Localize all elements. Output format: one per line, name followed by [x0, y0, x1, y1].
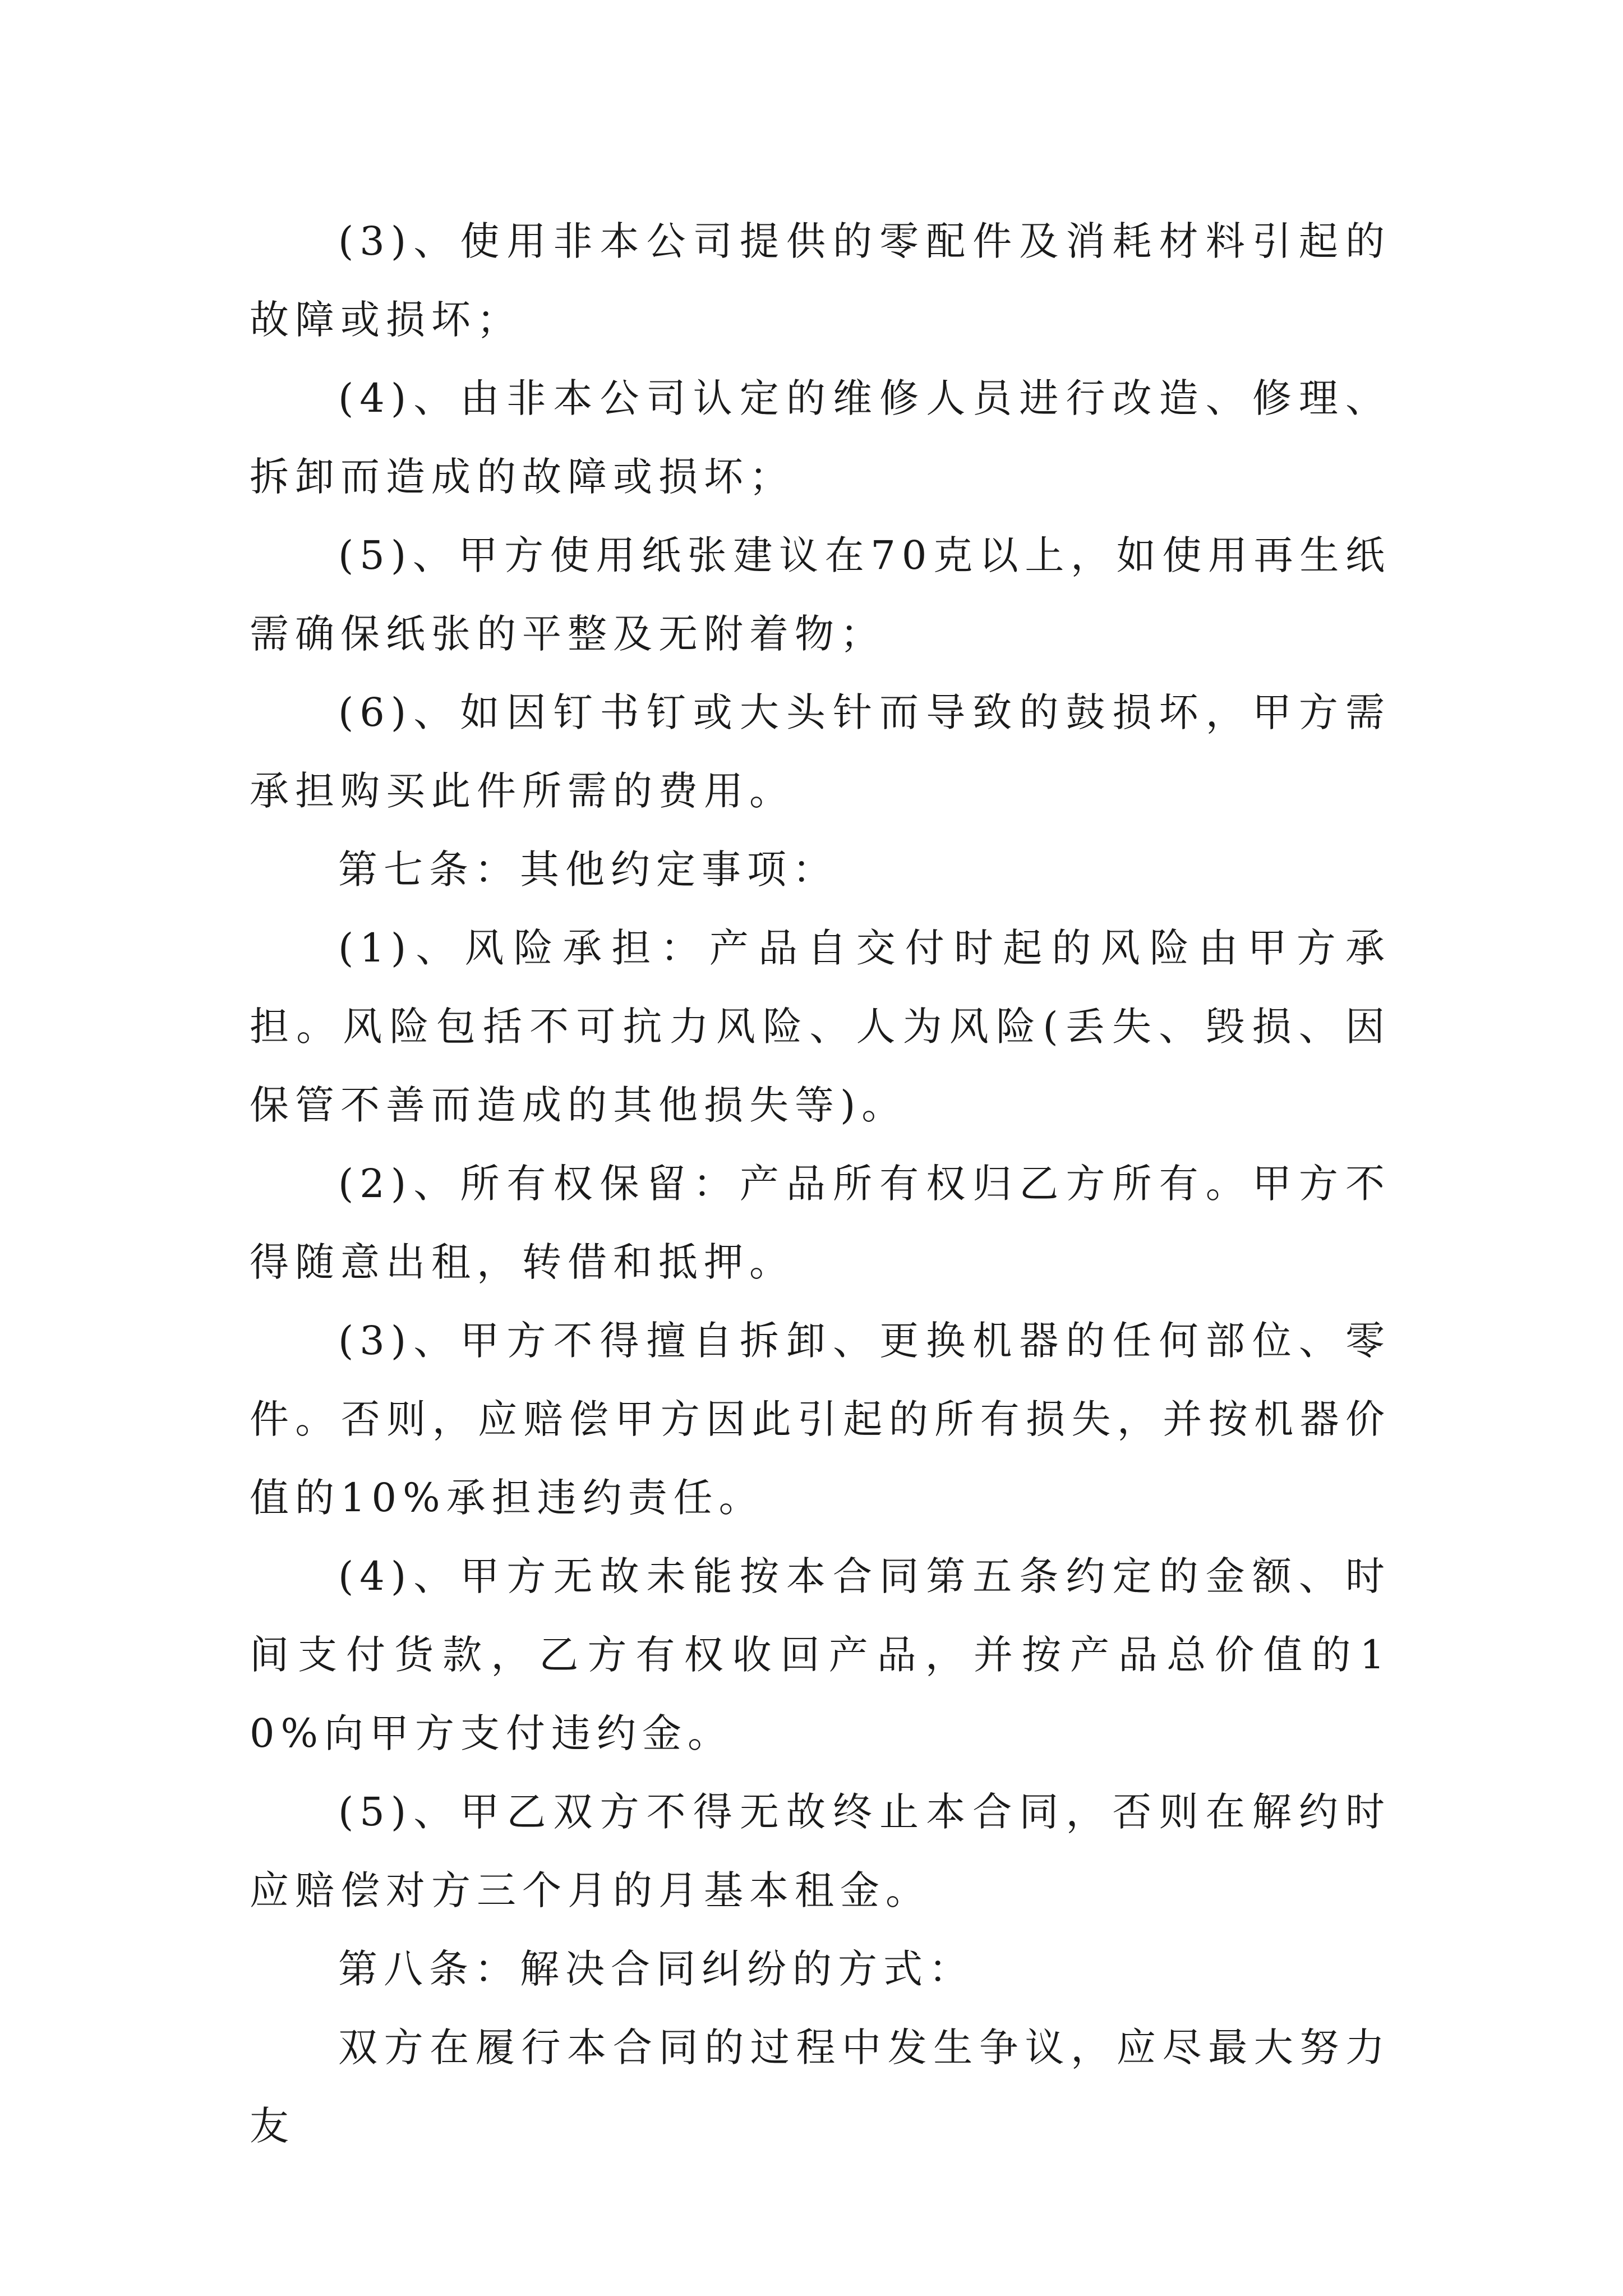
clause-7-item-4: (4)、甲方无故未能按本合同第五条约定的金额、时间支付货款，乙方有权收回产品，并按产品总价值的10%向甲方支付违约金。 [250, 1553, 1391, 1756]
clause-6-item-3: (3)、使用非本公司提供的零配件及消耗材料引起的故障或损坏； [250, 218, 1391, 343]
clause-7-item-3: (3)、甲方不得擅自拆卸、更换机器的任何部位、零件。否则，应赔偿甲方因此引起的所有损失，并按机器价值的10%承担违约责任。 [250, 1318, 1391, 1521]
clause-6-item-6: (6)、如因钉书钉或大头针而导致的鼓损坏，甲方需承担购买此件所需的费用。 [250, 689, 1391, 814]
clause-7-item-2: (2)、所有权保留：产品所有权归乙方所有。甲方不得随意出租，转借和抵押。 [250, 1161, 1391, 1285]
clause-6-item-5: (5)、甲方使用纸张建议在70克以上，如使用再生纸需确保纸张的平整及无附着物； [250, 532, 1391, 657]
clause-8-heading: 第八条：解决合同纠纷的方式： [338, 1946, 974, 1992]
document-body [250, 202, 1391, 2165]
clause-7-item-5: (5)、甲乙双方不得无故终止本合同，否则在解约时应赔偿对方三个月的月基本租金。 [250, 1789, 1391, 1913]
clause-8-body: 双方在履行本合同的过程中发生争议，应尽最大努力友 [250, 2024, 1391, 2149]
clause-6-item-4: (4)、由非本公司认定的维修人员进行改造、修理、拆卸而造成的故障或损坏； [250, 375, 1391, 500]
clause-7-item-1: (1)、风险承担：产品自交付时起的风险由甲方承担。风险包括不可抗力风险、人为风险(丢失、毁损、因保管不善而造成的其他损失等)。 [250, 925, 1391, 1128]
clause-7-heading: 第七条：其他约定事项： [338, 846, 838, 892]
